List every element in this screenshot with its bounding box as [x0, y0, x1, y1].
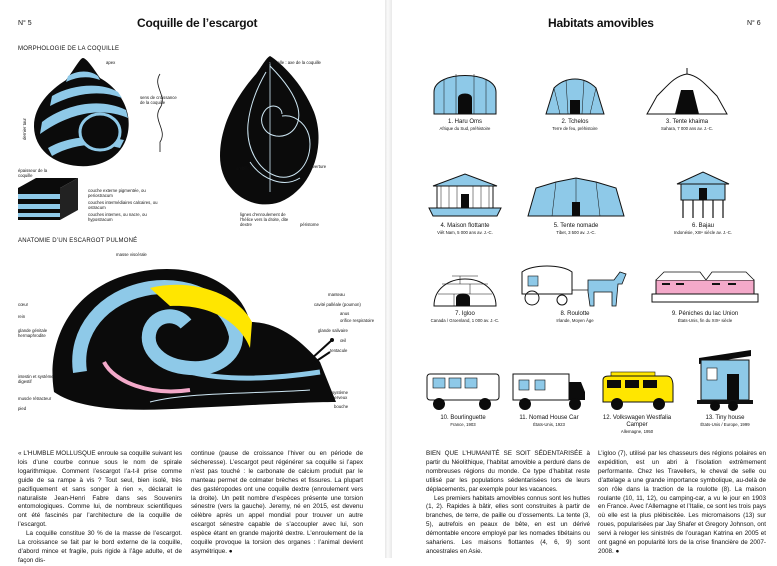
- left-page: [0, 0, 385, 564]
- habitat-haru-oms: [422, 66, 508, 131]
- label-glande-salivaire: glande salivaire: [318, 328, 348, 333]
- label-spiral-sense: sens de croissance de la coquille: [140, 95, 177, 105]
- label-pied: pied: [18, 406, 27, 411]
- habitat-khaima: [644, 66, 730, 131]
- hut-icon: [430, 66, 500, 116]
- camper-van-icon: [597, 370, 677, 412]
- shell-layers-block: [18, 178, 80, 222]
- habitat-origin: Tibet, 3 500 av. J.-C.: [556, 230, 596, 235]
- text-column-right-2: [598, 450, 766, 557]
- paragraph: L’igloo (7), utilisé par les chasseurs des régions polaires en expédition, est un abri à l’isolation extrêmement performante. Chez les Travellers, le cheval de selle ou d’attelage a une grande importance symbolique, au-delà de son rôle dans la traction de la roulotte (8). La maison roulante (10, 11, 12), ou camping-car, a vu le jour en 1903 en France. Avec l’Allemagne et l’Italie, ce sont les trois pays où elle est la plus plébiscitée. Les micromaisons (13) sur roues, popularisées par Jay Shafer et Gregory Johnson, ont servi à reloger les sinistrés de l’ouragan Katrina en 2005 et ont gagné en popularité lors de la crise financière de 2007-2008. ●: [598, 450, 766, 555]
- habitat-origin: États-Unis, fin du XIXᵉ siècle: [677, 318, 733, 323]
- page-number-right: N° 6: [747, 20, 761, 27]
- habitat-vw-westfalia: [592, 370, 682, 434]
- page-title-right: Habitats amovibles: [548, 16, 654, 30]
- habitat-origin: Terre de feu, préhistoire: [552, 126, 598, 131]
- habitat-caption: 4. Maison flottante: [440, 223, 490, 229]
- habitat-caption: 2. Tchelos: [561, 119, 589, 125]
- page-number-left: N° 5: [18, 20, 32, 27]
- habitat-caption: 5. Tente nomade: [553, 223, 599, 229]
- habitat-caption: 9. Péniches du lac Union: [671, 311, 739, 317]
- stilt-house-icon: [671, 168, 735, 220]
- label-couches-inter: couches intermédiaires calcaires, ou ostracum: [88, 200, 158, 210]
- text-column-right-1: [426, 450, 590, 557]
- early-motorhome-icon: [423, 370, 503, 412]
- shell-section-illustration: [210, 52, 330, 212]
- paragraph: « L’HUMBLE MOLLUSQUE enroule sa coquille suivant les lois d’une courbe connue sous le nom de spirale logarithmique. Comment l’escargot l’a-t-il prise comme guide de sa rampe à vis ? Tout seul, bien isolé, très pacifiquement et sans songer à rien », déclarait le naturaliste Jean-Henri Fabre dans ses Souvenirs entomologiques. Comme lui, de nombreux scientifiques ont été fascinés par l’architecture de la coquille de l’escargot.: [18, 450, 182, 529]
- label-bouche: bouche: [334, 404, 349, 409]
- habitat-origin: Canada / Groenland, 1 000 av. J.-C.: [430, 318, 500, 323]
- habitat-origin: Irlande, Moyen Âge: [556, 318, 594, 323]
- caravan-horse-icon: [518, 262, 632, 308]
- label-peristome: péristome: [300, 222, 319, 227]
- section-shell-morphology: MORPHOLOGIE DE LA COQUILLE: [18, 46, 120, 52]
- right-page: [392, 0, 777, 558]
- label-intestin: intestin et système digestif: [18, 374, 54, 384]
- habitat-roulotte: [518, 262, 632, 323]
- label-tentacule: tentacule: [330, 348, 348, 353]
- label-rein: rein: [18, 314, 26, 319]
- section-anatomy: ANATOMIE D’UN ESCARGOT PULMONÉ: [18, 238, 138, 244]
- label-cavite: cavité palléale (poumon): [314, 302, 361, 307]
- cone-hut-icon: [540, 66, 610, 116]
- house-car-icon: [509, 370, 589, 412]
- page-title-left: Coquille de l’escargot: [137, 16, 258, 30]
- habitat-tchelos: [532, 66, 618, 131]
- habitat-origin: États-Unis / Europe, 1999: [700, 422, 750, 427]
- habitat-origin: France, 1903: [450, 422, 476, 427]
- label-manteau: manteau: [328, 292, 345, 297]
- igloo-icon: [430, 262, 500, 308]
- habitat-igloo: [422, 262, 508, 323]
- label-coeur: cœur: [18, 302, 29, 307]
- text-column-left-2: [191, 450, 363, 557]
- habitat-caption: 13. Tiny house: [705, 415, 745, 421]
- habitat-caption: 11. Nomad House Car: [519, 415, 579, 421]
- houseboats-icon: [650, 262, 760, 308]
- label-systeme-nerveux: système nerveux: [332, 390, 348, 400]
- habitat-origin: Sahara, 7 000 ans av. J.-C.: [661, 126, 713, 131]
- label-oeil: œil: [340, 338, 346, 343]
- habitat-origin: États-Unis, 1923: [533, 422, 565, 427]
- habitat-tente-nomade: [526, 168, 626, 235]
- habitat-tiny-house: [682, 346, 768, 427]
- label-anus: anus: [340, 311, 350, 316]
- habitat-bajau: [660, 168, 746, 235]
- label-columelle: columelle : axe de la coquille: [266, 60, 321, 65]
- habitat-bourlinguette: [420, 370, 506, 427]
- label-orifice: orifice respiratoire: [340, 318, 375, 323]
- habitat-origin: Indonésie, XIIIᵉ siècle av. J.-C.: [673, 230, 733, 235]
- floating-house-icon: [425, 168, 505, 220]
- label-couche-externe: couche externe pigmentée, ou periostracum: [88, 188, 146, 198]
- label-muscle: muscle rétracteur: [18, 396, 52, 401]
- text-column-left-1: [18, 450, 182, 566]
- habitat-caption: 7. Igloo: [455, 311, 475, 317]
- habitat-nomad-house-car: [506, 370, 592, 427]
- paragraph: continue (pause de croissance l’hiver ou en période de sécheresse). L’escargot peut régénérer sa coquille si l’apex n’est pas touché : le carbonate de calcium produit par le manteau permet de colmater brèches et fissures. La plupart des gastéropodes ont une coquille dextre (enroulement vers la droite). Un petit nombre d’espèces présente une torsion sénestre (vers la gauche). Jeremy, né en 2015, est devenu célèbre après un appel mondial pour trouver un autre escargot sénestre capable de s’accoupler avec lui, son espèce étant en grande majorité dextre. L’enroulement de la coquille provoque la torsion des organes : l’animal devient asymétrique. ●: [191, 450, 363, 555]
- habitat-caption: 6. Bajau: [691, 223, 715, 229]
- vertical-label: dernier tour: [22, 118, 27, 140]
- paragraph: La coquille constitue 30 % de la masse de l’escargot. La croissance se fait par le bord externe de la coquille, d’abord mince et fragile, puis rigide à l’âge adulte, et de façon dis-: [18, 530, 182, 564]
- habitat-caption: 3. Tente khaima: [665, 119, 709, 125]
- snail-anatomy-illustration: [40, 252, 340, 422]
- label-lignes: lignes d’enroulement de l’hélice vers la droite, dite dextre: [240, 212, 289, 227]
- habitat-maison-flottante: [422, 168, 508, 235]
- habitat-caption: 10. Bourlinguette: [440, 415, 486, 421]
- label-couches-internes: couches internes, ou nacre, ou hypostracum: [88, 212, 147, 222]
- habitat-caption: 12. Volkswagen Westfalia Camper: [602, 415, 672, 428]
- paragraph: BIEN QUE L’HUMANITÉ SE SOIT SÉDENTARISÉE à partir du Néolithique, l’habitat amovible a perduré dans de nombreuses régions du monde. Ce type d’habitat reste utilisé par les populations sédentarisées lors de leurs déplacements, par exemple pour les vacances.: [426, 450, 590, 493]
- label-ouverture: ouverture: [308, 164, 327, 169]
- label-masse: masse viscérale: [116, 252, 147, 257]
- spiral-growth-arrow: [150, 72, 170, 154]
- shell-exterior-illustration: [28, 52, 138, 170]
- paragraph: Les premiers habitats amovibles connus sont les huttes (1, 2). Rapides à bâtir, elles sont construites à partir de branches, de terre, de paille ou d’ossements. La tente (3, 5), autrefois en peaux de bête, en est un dérivé démontable encore employé par les nomades tibétains ou sahariens. Les maisons flottantes (4, 6, 9) sont ancestrales en Asie.: [426, 494, 590, 555]
- nomad-tent-icon: [526, 168, 626, 220]
- habitat-peniches: [650, 262, 760, 323]
- label-glande-genitale: glande génitale hermaphrodite: [18, 328, 48, 338]
- label-ombilic: ombilic: [236, 166, 250, 171]
- tiny-house-icon: [693, 346, 757, 412]
- habitat-origin: Viêt Nam, 5 000 ans av. J.-C.: [437, 230, 493, 235]
- habitat-origin: Afrique du Sud, préhistoire: [439, 126, 491, 131]
- label-apex: apex: [106, 60, 116, 65]
- tent-icon: [645, 66, 729, 116]
- habitat-caption: 8. Roulotte: [560, 311, 590, 317]
- book-gutter: [385, 0, 392, 558]
- habitat-caption: 1. Haru Oms: [447, 119, 482, 125]
- habitat-origin: Allemagne, 1950: [620, 429, 654, 434]
- label-epaisseur: épaisseur de la coquille: [18, 168, 48, 178]
